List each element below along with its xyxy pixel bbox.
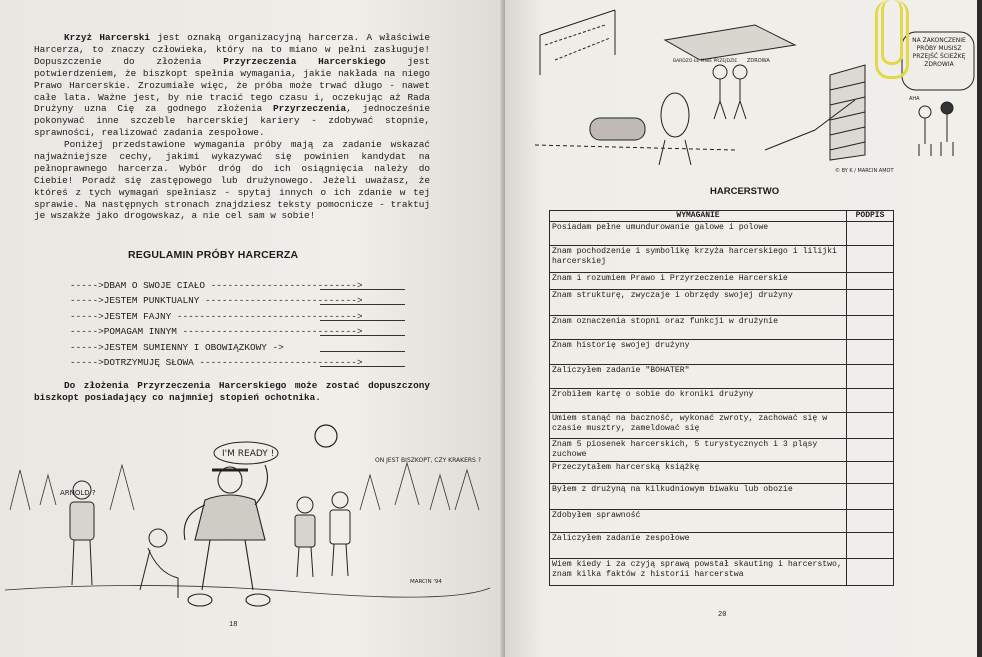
signature-cell[interactable]	[847, 273, 894, 290]
table-row	[550, 462, 894, 484]
intro-text-run: jest potwierdzeniem, że biszkopt spełnia wymagania, jakie nakłada na niego Prawo Harcerskie. Zrozumiałe więc, że próba może trwać długo - nawet całe lata. Ważne jest, by nie tracić tego czasu i, oczekując aż Rada Drużyny uzna Cię za godnego złożenia	[34, 55, 430, 115]
requirement-cell: Znam i rozumiem Prawo i Przyrzeczenie Harcerskie	[550, 273, 847, 290]
signature-cell[interactable]	[847, 365, 894, 389]
regulamin-item-label: ----->JESTEM FAJNY -------------------------------->	[70, 310, 363, 322]
speech-arnold: ARNOLD ?	[60, 489, 96, 497]
table-header-row	[550, 211, 894, 222]
cartoon-signature: MARCIN '94	[410, 579, 442, 585]
requirement-cell: Umiem stanąć na baczność, wykonać zwroty, zachować się w czasie musztry, zameldować się	[550, 413, 847, 439]
requirement-cell: Znam historię swojej drużyny	[550, 340, 847, 365]
table-row	[550, 340, 894, 365]
signature-cell[interactable]	[847, 462, 894, 484]
regulamin-item	[70, 326, 430, 341]
signature-line[interactable]	[320, 335, 405, 336]
signature-cell[interactable]	[847, 413, 894, 439]
scout-group-icon	[295, 492, 350, 577]
signature-cell[interactable]	[847, 439, 894, 462]
signature-cell[interactable]	[847, 533, 894, 559]
muscular-scout-icon	[184, 465, 270, 606]
requirement-cell: Posiadam pełne umundurowanie galowe i polowe	[550, 222, 847, 246]
signature-line[interactable]	[320, 320, 405, 321]
table-row	[550, 559, 894, 586]
regulamin-item-label: ----->JESTEM SUMIENNY I OBOWIĄZKOWY ->	[70, 341, 284, 353]
table-row	[550, 290, 894, 316]
page-number-left: 18	[229, 621, 238, 629]
speech-zdrowa: ZDROWA	[747, 58, 770, 64]
regulamin-item	[70, 357, 430, 372]
intro-text-run: Przyrzeczenia Harcerskiego	[223, 55, 386, 67]
table-row	[550, 365, 894, 389]
wreath-icon	[661, 93, 689, 137]
regulamin-item	[70, 295, 430, 310]
regulamin-title: REGULAMIN PRÓBY HARCERZA	[128, 249, 299, 261]
intro-paragraph-1	[34, 32, 430, 139]
col-requirement: WYMAGANIE	[550, 211, 847, 222]
regulamin-item-label: ----->POMAGAM INNYM ------------------------------->	[70, 326, 363, 338]
table-surface	[977, 0, 982, 657]
regulamin-list	[70, 280, 430, 372]
table-row	[550, 246, 894, 273]
requirement-cell: Zaliczyłem zadanie zespołowe	[550, 533, 847, 559]
speech-koniec: NA ZAKOŃCZENIE PRÓBY MUSISZ PRZEJŚĆ ŚCIEŻKĘ ZDROWIA	[912, 37, 966, 68]
requirement-cell: Znam 5 piosenek harcerskich, 5 turystycznych i 3 pląsy zuchowe	[550, 439, 847, 462]
requirement-cell: Przeczytałem harcerską książkę	[550, 462, 847, 484]
intro-text-run: , jednocześnie pokonywać inne szczeble harcerskiej kariery - zdobywać stopnie, sprawności, realizować zadania zespołowe.	[34, 103, 430, 139]
table-row	[550, 316, 894, 340]
table-row	[550, 510, 894, 533]
requirement-cell: Zaliczyłem zadanie "BOHATER"	[550, 365, 847, 389]
requirement-cell: Byłem z drużyną na kilkudniowym biwaku lub obozie	[550, 484, 847, 510]
signature-cell[interactable]	[847, 484, 894, 510]
intro-text-run: jest oznaką organizacyjną harcerza. A właściwie Harcerza, to znaczy człowieka, który na to miano w pełni zasługuje! Dopuszczenie do złożenia	[34, 32, 431, 67]
signature-line[interactable]	[320, 351, 405, 352]
requirement-cell: Zdobyłem sprawność	[550, 510, 847, 533]
speech-ready: I'M READY !	[222, 449, 275, 459]
speech-kto: ON JEST BISZKOPT, CZY KRAKERS ?	[375, 457, 481, 464]
signature-cell[interactable]	[847, 340, 894, 365]
signature-cell[interactable]	[847, 246, 894, 273]
intro-text-run: Krzyż Harcerski	[64, 32, 151, 43]
pool-icon	[665, 25, 795, 60]
col-signature: PODPIS	[847, 211, 894, 222]
dopuszczenie-note: Do złożenia Przyrzeczenia Harcerskiego może zostać dopuszczony biszkopt posiadający co najmniej stopień ochotnika.	[34, 380, 430, 403]
regulamin-item	[70, 311, 430, 326]
requirement-cell: Znam oznaczenia stopni oraz funkcji w drużynie	[550, 316, 847, 340]
signature-cell[interactable]	[847, 222, 894, 246]
intro-text-run: Przyrzeczenia	[272, 103, 347, 115]
regulamin-item-label: ----->DBAM O SWOJE CIAŁO -------------------------->	[70, 280, 363, 291]
regulamin-item	[70, 280, 430, 295]
requirement-cell: Znam strukturę, zwyczaje i obrzędy swojej drużyny	[550, 290, 847, 316]
requirement-cell: Znam pochodzenie i symbolikę krzyża harcerskiego i lilijki harcerskiej	[550, 246, 847, 273]
requirement-cell: Zrobiłem kartę o sobie do kroniki drużyny	[550, 389, 847, 413]
signature-line[interactable]	[320, 289, 405, 290]
page-number-right: 20	[718, 611, 727, 619]
speech-aha: AHA	[909, 96, 920, 102]
cartoon-signature-right: © BY K / MARCIN AMOT	[835, 168, 894, 174]
signature-cell[interactable]	[847, 559, 894, 586]
table-row	[550, 533, 894, 559]
requirement-cell: Wiem kiedy i za czyją sprawą powstał skauting i harcerstwo, znam kilka faktów z historii harcerstwa	[550, 559, 847, 586]
signature-line[interactable]	[320, 304, 405, 305]
sun-icon	[315, 425, 337, 447]
signature-line[interactable]	[320, 366, 405, 367]
barrel-icon	[590, 118, 645, 140]
table-row	[550, 484, 894, 510]
table-row	[550, 273, 894, 290]
table-row	[550, 389, 894, 413]
scouts-cartoon-left	[0, 410, 500, 630]
section-title: HARCERSTWO	[710, 186, 780, 197]
intro-paragraph-2: Poniżej przedstawione wymagania próby mają za zadanie wskazać najważniejsze cechy, jakimi wykazywać się powinien kandydat na pełnoprawnego harcerza. Wybór dróg do ich osiągnięcia należy do Ciebie! Poradź się zastępowego lub drużynowego. Jeżeli uważasz, że któreś z tych wymagań spełniasz - spytaj innych o ich zdanie w tej sprawie. Na następnych stronach znajdziesz teksty pomocnicze - traktuj je wszakże jako drogowskaz, a nie cel sam w sobie!	[34, 139, 430, 222]
regulamin-item-label: ----->DOTRZYMUJĘ SŁOWA ---------------------------->	[70, 356, 363, 368]
signature-cell[interactable]	[847, 290, 894, 316]
crouching-scout-icon	[140, 529, 178, 598]
signature-cell[interactable]	[847, 316, 894, 340]
regulamin-item	[70, 342, 430, 357]
paperclip-inner-icon	[881, 0, 903, 65]
speech-pytanie: BARDZO ŁE MNIE PRZEJDZIE	[673, 59, 738, 64]
signature-cell[interactable]	[847, 389, 894, 413]
signature-cell[interactable]	[847, 510, 894, 533]
requirements-table	[549, 210, 894, 586]
table-row	[550, 439, 894, 462]
table-row	[550, 222, 894, 246]
right-page	[505, 0, 977, 657]
regulamin-item-label: ----->JESTEM PUNKTUALNY --------------------------->	[70, 295, 363, 307]
table-row	[550, 413, 894, 439]
